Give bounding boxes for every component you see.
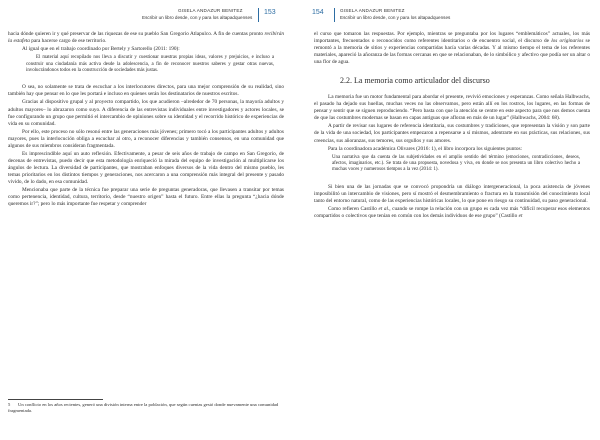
paragraph: Es imprescindible aquí un auto reflexión. Efectivamente, a pesar de seis años de trabajo de campo en San Gregorio, de decenas de entrevistas, puedo decir que esta metodología enriqueció la mirada del equipo de investigación al multiplicarse los ángulos de lectura. La diversidad de participantes, que mostraban enfoques diversos de la vida dentro del mismo pueblo, les temas prioritarios en los distintos tiempos y generaciones, nos acercaron a una comprensión más integral del presente y pasado vivido, de lo dado, en esa comunidad. xyxy=(8,150,284,185)
paragraph: O sea, no solamente se trata de escuchar a los interlocutores directos, para una mejor comprensión de su realidad, sino también hay que pensar en lo que les portará e incluso en quienes serán los destinatarios de nuestros escritos. xyxy=(8,84,284,98)
header-author: GISELA ANDAZUR BENITEZ xyxy=(340,8,405,13)
paragraph: Mencionaba que parte de la técnica fue preparar una serie de preguntas generadoras, que llevasen a transitar por temas como pertenencia, identidad, cultura, territorio, desde “nuestro origen” hasta el futuro. Entre ellas la pregunta “¿hacia dónde queremos ir?”; pero lo más importante fue respetar y comprender xyxy=(8,187,284,208)
footnote-rule xyxy=(8,399,103,400)
header-divider xyxy=(258,8,259,22)
paragraph: hacia dónde quieren ir y qué preservar de las riquezas de ese su pueblo San Gregorio Atlapulco. A fin de cuentas pronto recibirán la estafeta para hacerse cargo de ese territorio. xyxy=(8,31,284,45)
footnote-mark: 5 xyxy=(8,402,11,407)
page-number: 153 xyxy=(264,9,276,16)
block-quote: Una narrativa que da cuenta de las subjetividades en el amplio sentido del término (emociones, contradicciones, deseos, afectos, imaginarios, etc.). Se trata de una propuesta, novedosa y viva, en donde se nos presenta un libro colectivo hecho a muchas voces y numerosos tiempos a la vez (2014: 1). xyxy=(332,154,580,173)
page-header xyxy=(2,6,292,28)
block-quote: El material aquí recopilado nos lleva a discutir y cuestionar nuestras propias ideas, valores y prejuicios, e incluso a construir una ciudadanía más activa desde la adolescencia, a fin de reconocer nuestros saberes y gestar otras nuevas, involucrándonos todos en la construcción de sociedades más justas. xyxy=(26,55,274,73)
header-divider xyxy=(334,8,335,22)
body-text xyxy=(8,31,284,209)
header-subtitle: Escribir un libro desde, con y para los altapadquenses xyxy=(340,15,451,20)
footnote xyxy=(8,402,284,414)
paragraph: Por ello, este proceso no sólo resonó entre las generaciones más jóvenes; primero tocó a los participantes adultos y adultos mayores, pues la interlocución obliga a escuchar al otro, a reconocer diferencias y también consensos, en una comunidad que algunos de sus miembros consideran fragmentada. xyxy=(8,128,284,149)
right-page xyxy=(308,0,598,440)
paragraph: A partir de revisar sus lugares de referencia identitaria, sus costumbres y tradiciones, que representan la visión y son parte de la vida de una sociedad, los participantes empezaron a repensarse a sí mismos, adentrarte en sus prácticas, sus relaciones, sus creencias, sus añoranzas, sus temores, sus orgullos y sus amores. xyxy=(314,123,590,144)
paragraph: Gracias al dispositivo grupal y al proyecto compartido, los que acudieron –alrededor de 70 personas, la mayoría adultos y adultos mayores– lo abrazaron como suyo. A diferencia de las entrevistas individuales entre investigadores y actores locales, se fue configurando un grupo que permitió el intercambio de opiniones sobre su identidad y el recorrido histórico de experiencias de vida en su comunidad. xyxy=(8,99,284,127)
paragraph: La memoria fue un motor fundamental para abordar el presente, revivió emociones y esperanzas. Como señala Halbwachs, el pasado ha dejado sus huellas, muchas veces no las observamos, pero están allí en los rostros, los lugares, en las formas de pensar y sentir que se siguen reproduciendo. “Pero basta con que la atención se centre en este aspecto para que nos demos cuenta de que las costumbres modernas se basan en capas antiguas que afloran en más de un lugar” (Halbwachs, 2004: 68). xyxy=(314,94,590,122)
paragraph: Como refieren Castillo et al., cuando se rompe la relación con un grupo es cada vez más “difícil recuperar esos elementos compartidos o colectivos que tenían en común con los demás individuos de ese grupo” (Castillo et xyxy=(314,205,590,220)
header-author: GISELA ANDAZUR BENITEZ xyxy=(178,8,243,13)
section-heading: 2.2. La memoria como articulador del discurso xyxy=(340,76,490,86)
page-header xyxy=(308,6,598,28)
page-number: 154 xyxy=(312,9,324,16)
paragraph: Al igual que en el trabajo coordinado por Bertely y Sartorello (2011: 190): xyxy=(22,46,180,53)
paragraph: Para la coordinadora académica Olivares (2016: 1), el libro incorpora los siguientes puntos: xyxy=(328,145,523,152)
left-page xyxy=(2,0,292,440)
paragraph: el curso que tomaron las respuestas. Por ejemplo, mientras se preguntaba por los lugares “emblemáticos” actuales, los más importantes, frecuentados o reconocidos como referentes identitarios o de encuentro social, el discurso de los originarios se remontó a la memoria de sitios y experiencias compartidas hacía varias décadas. Y al mismo tiempo el tema de los referentes materiales, apareció la añoranza de las formas cercanas en que se relacionaban, de lo simbólico y afectivo que podía ser un altar o una flor de agua. xyxy=(314,31,590,66)
body-text xyxy=(314,31,590,221)
header-subtitle: Escribir un libro desde, con y para los altapadquenses xyxy=(142,15,253,20)
footnote-text: Un conflicto en los años recientes, generó una división interna entre la población, que según cuentas gestó donde nuevamente una comunidad fragmentada. xyxy=(8,402,279,413)
paragraph: Si bien una de las jornadas que se convocó propondría un diálogo intergeneracional, la poca asistencia de jóvenes imposibilitó un intercambio de visiones, pero sí mostró el desmembramiento o fractura en la transmisión del conocimiento local tanto del entorno natural, como de las experiencias históricas locales, lo que pone en riesgo su continuidad, su paso generacional. xyxy=(314,183,590,204)
